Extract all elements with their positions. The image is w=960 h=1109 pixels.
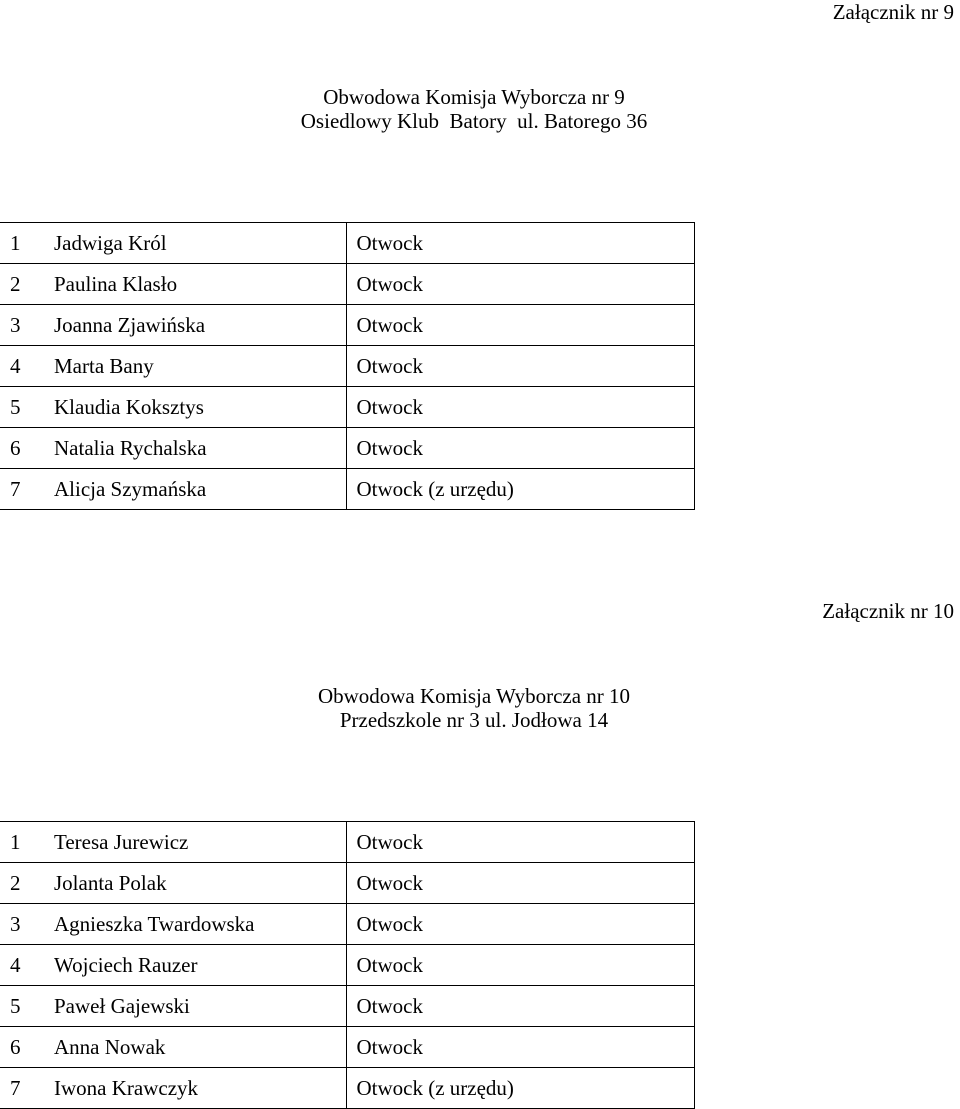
member-number: 7 [10,1076,21,1100]
member-name: Klaudia Koksztys [52,387,346,428]
member-city: Otwock [346,986,694,1027]
member-name: Iwona Krawczyk [52,1068,346,1109]
member-city: Otwock [346,223,694,264]
commission-title: Obwodowa Komisja Wyborcza nr 9 [323,85,625,109]
table-row [0,1068,694,1109]
member-name: Paweł Gajewski [52,986,346,1027]
member-number: 3 [10,912,21,936]
members-table-9 [0,222,695,510]
table-row [0,387,694,428]
commission-location: Przedszkole nr 3 ul. Jodłowa 14 [339,708,609,732]
table-row [0,428,694,469]
member-city: Otwock [346,904,694,945]
member-number: 5 [10,994,21,1018]
table-row [0,863,694,904]
member-city: Otwock [346,346,694,387]
member-number: 2 [10,272,21,296]
member-number: 1 [10,830,21,854]
commission-title: Obwodowa Komisja Wyborcza nr 10 [317,684,631,708]
member-city: Otwock [346,822,694,863]
table-row [0,904,694,945]
member-name: Alicja Szymańska [52,469,346,510]
member-name: Teresa Jurewicz [52,822,346,863]
table-row [0,945,694,986]
member-number: 3 [10,313,21,337]
member-number: 4 [10,953,21,977]
member-number: 7 [10,477,21,501]
commission-heading-9 [0,85,948,133]
member-city: Otwock [346,305,694,346]
member-name: Jadwiga Król [52,223,346,264]
member-city: Otwock [346,264,694,305]
members-table-10 [0,821,695,1109]
member-city: Otwock (z urzędu) [346,469,694,510]
member-number: 4 [10,354,21,378]
member-name: Natalia Rychalska [52,428,346,469]
annex-label-10: Załącznik nr 10 [822,599,954,623]
table-row [0,1027,694,1068]
member-name: Jolanta Polak [52,863,346,904]
member-number: 1 [10,231,21,255]
table-row [0,986,694,1027]
member-name: Agnieszka Twardowska [52,904,346,945]
member-city: Otwock [346,1027,694,1068]
member-number: 2 [10,871,21,895]
member-city: Otwock [346,428,694,469]
member-name: Anna Nowak [52,1027,346,1068]
annex-label-9: Załącznik nr 9 [832,0,954,24]
member-city: Otwock [346,945,694,986]
member-name: Joanna Zjawińska [52,305,346,346]
table-row [0,822,694,863]
member-number: 6 [10,436,21,460]
table-row [0,223,694,264]
member-name: Wojciech Rauzer [52,945,346,986]
commission-location: Osiedlowy Klub Batory ul. Batorego 36 [300,109,648,133]
member-city: Otwock (z urzędu) [346,1068,694,1109]
member-name: Marta Bany [52,346,346,387]
commission-heading-10 [0,684,948,732]
table-row [0,264,694,305]
member-number: 6 [10,1035,21,1059]
member-name: Paulina Klasło [52,264,346,305]
member-city: Otwock [346,863,694,904]
table-row [0,469,694,510]
table-row [0,346,694,387]
member-city: Otwock [346,387,694,428]
member-number: 5 [10,395,21,419]
table-row [0,305,694,346]
